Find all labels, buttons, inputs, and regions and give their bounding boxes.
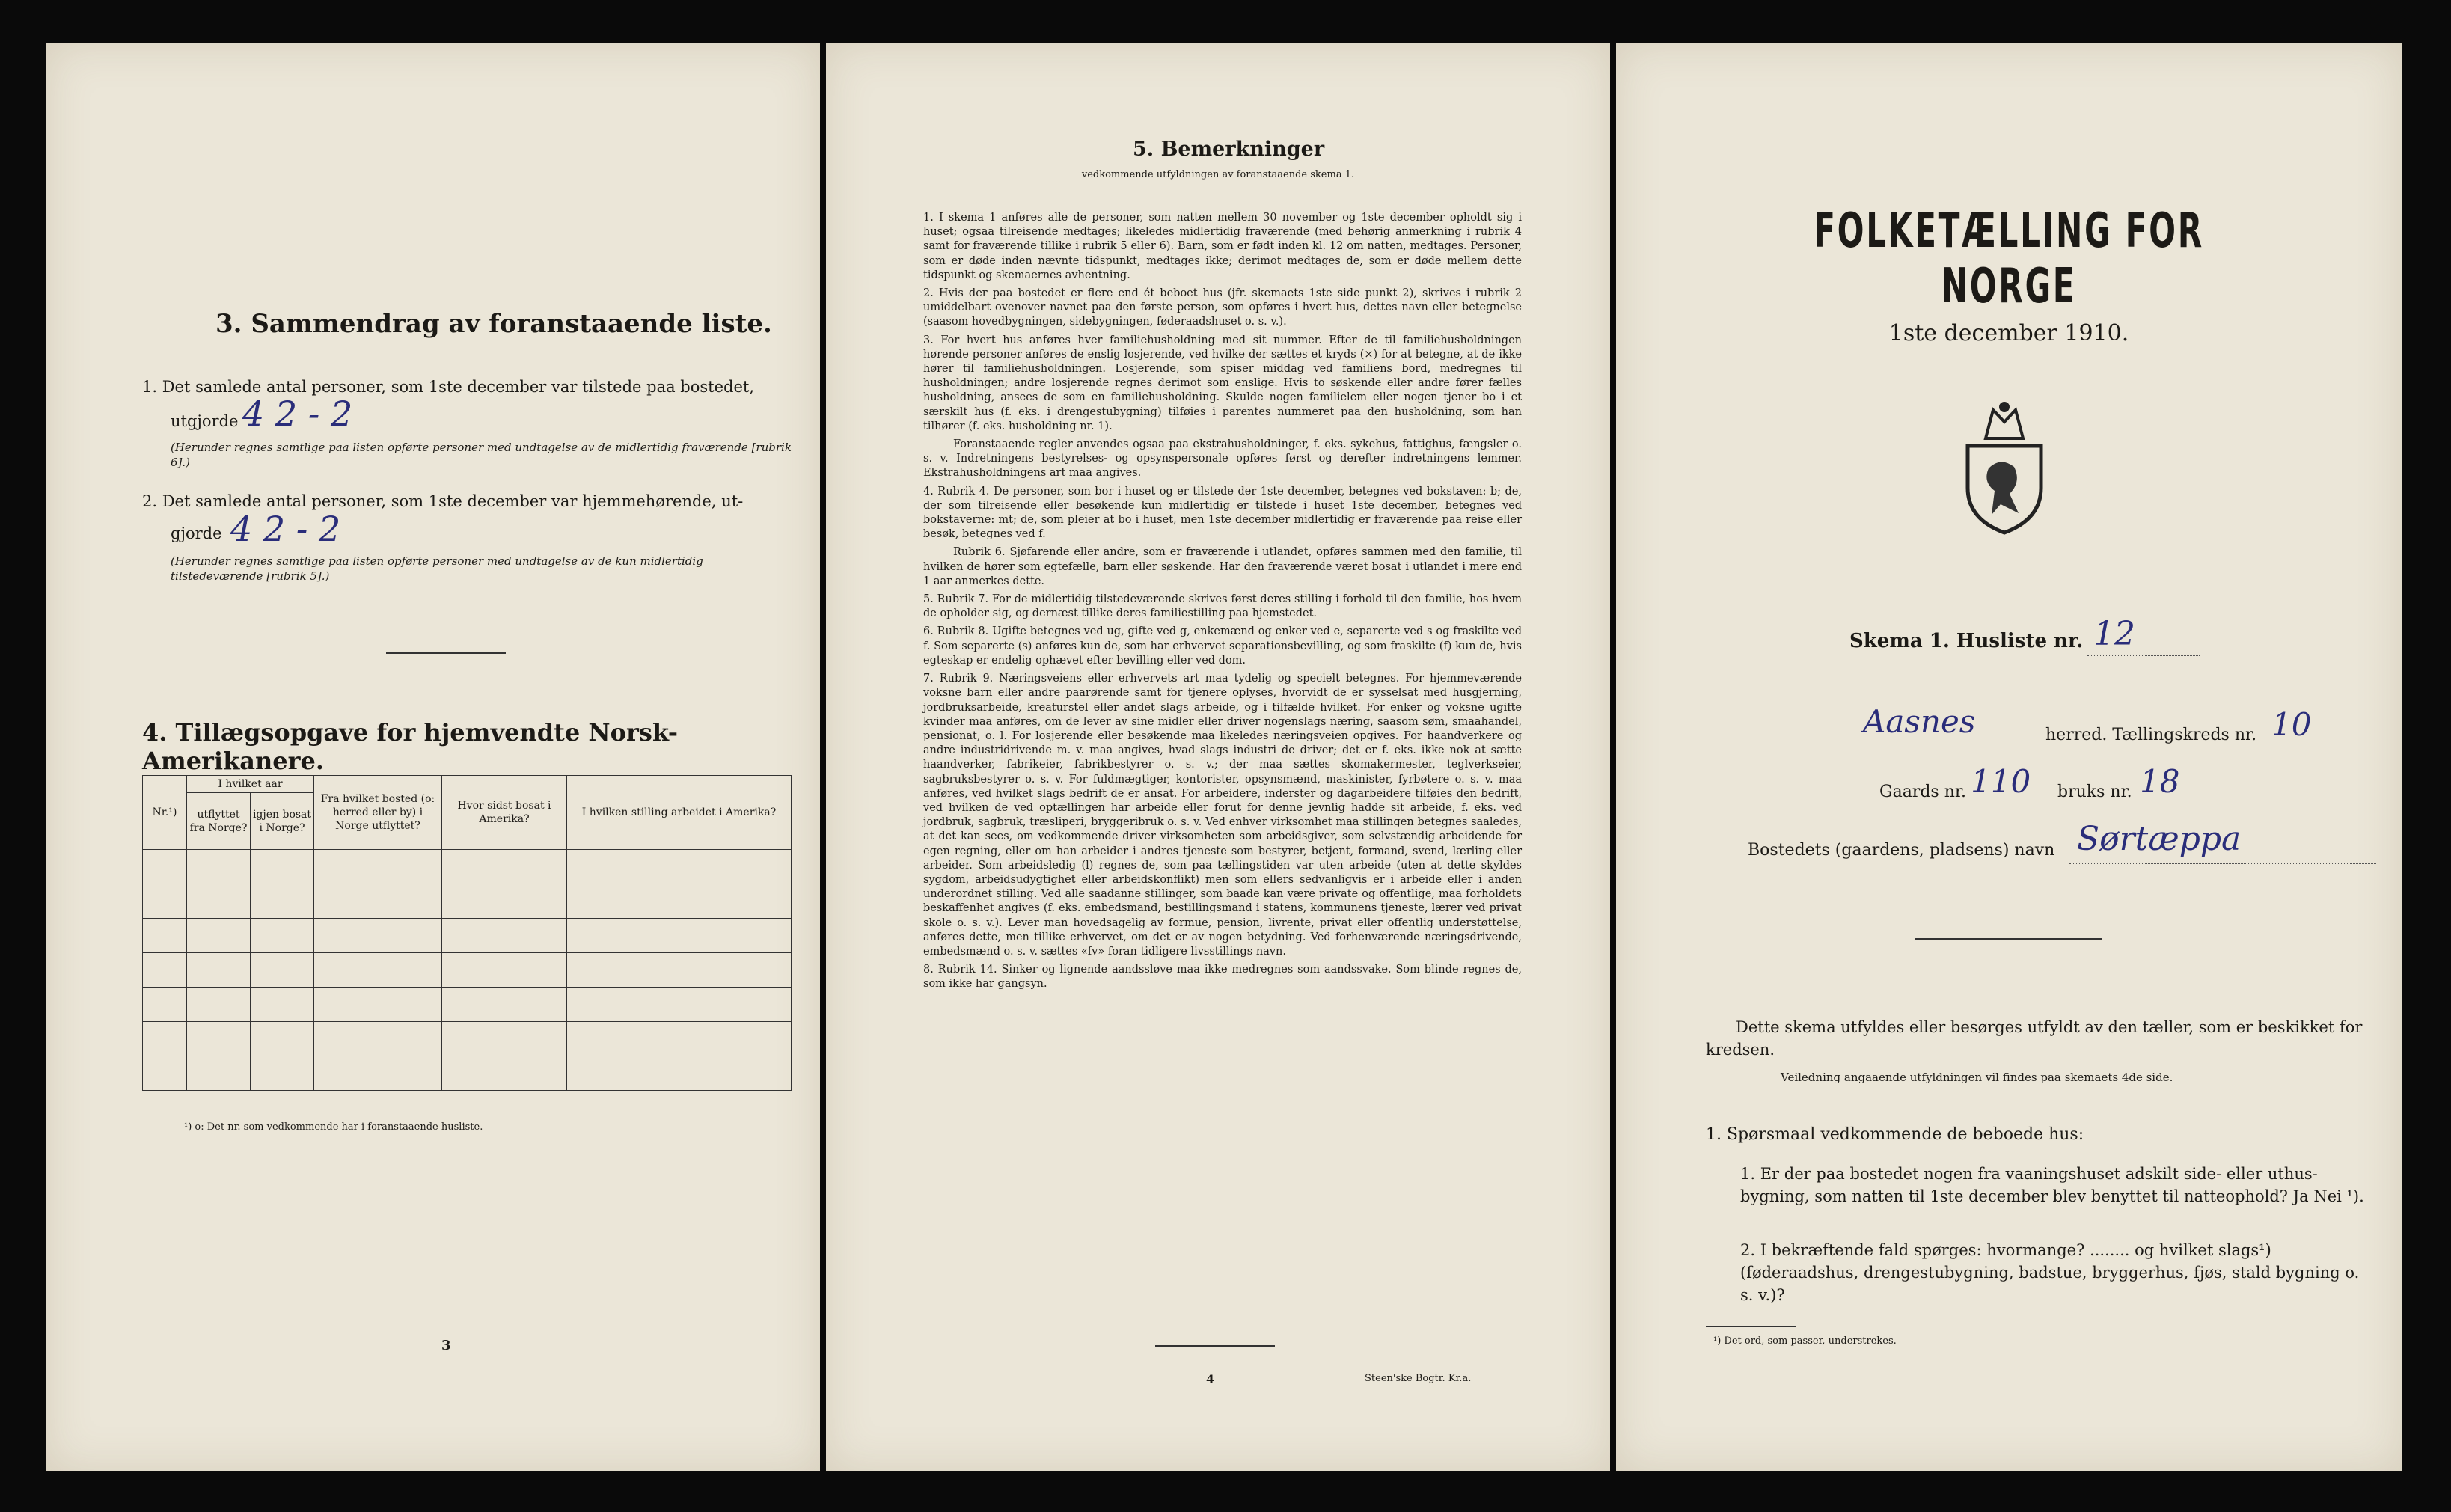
item-2-handwriting: 4 2 - 2 [230,509,341,549]
table-row [143,1056,792,1091]
section-4-title: 4. Tillægsopgave for hjemvendte Norsk-Amerikanere. [142,718,679,775]
table-row [143,953,792,988]
col-group-year: I hvilket aar [187,776,314,793]
remark-1: 1. I skema 1 anføres alle de personer, som natten mellem 30 november og 1ste december opholdt sig i huset; ogsaa tilreisende medtages; likeledes midlertidig fraværende (med behørig anmerkning i rubrik 4 samt for fraværende tillike i rubrik 5 eller 6). Barn, som er født inden kl. 12 om natten, medtages. Personer, som er døde inden nævnte tidspunkt, medtages ikke; derimot medtages de, som er døde mellem dette tidspunkt og skemaernes avhentning. [923,212,1522,281]
item-1-text: 1. Det samlede antal personer, som 1ste december var tilstede paa bostedet, [142,378,755,396]
intro-text: Dette skema utfyldes eller besørges utfyldt av den tæller, som er beskikket for kredsen. [1706,1018,2363,1059]
item-1-utgjorde: utgjorde [171,412,239,430]
item-2-utgjorde: gjorde [171,524,222,542]
herred-value: Aasnes [1863,703,1976,740]
col-utflyttet: utflyttet fra Norge? [187,793,251,850]
item-2-text: 2. Det samlede antal personer, som 1ste december var hjemmehørende, ut- [142,492,744,510]
footnote: ¹) Det ord, som passer, understrekes. [1713,1335,1897,1347]
table-row [143,919,792,953]
remark-5: 5. Rubrik 7. For de midlertidig tilstedeværende skrives først deres stilling i forhold til den familie, hos hvem de opholder sig, og dernæst tillike deres familiestilling paa hjemstedet. [923,593,1522,620]
col-fra-bosted: Fra hvilket bosted (o: herred eller by) i Norge utflyttet? [314,776,442,850]
question-2: 2. I bekræftende fald spørges: hvormange? ........ og hvilket slags¹) (føderaadshus, drengestubygning, badstue, bryggerhus, fjøs, stald bygning o. s. v.)? [1740,1241,2360,1304]
remark-7: 7. Rubrik 9. Næringsveiens eller erhvervets art maa tydelig og specielt betegnes. For hjemmeværende voksne barn eller andre paarørende samt for tjenere oplyses, hvorvidt de er sysselsat med husgjerning, jordbruksarbeide, kreaturstel eller andet slags arbeide, og i tilfælde hvilket. For enker og voksne ugifte kvinder maa anføres, om de lever av sine midler eller driver nogenslags næring, saasom søm, smaahandel, pensionat, o. l. For losjerende eller besøkende maa likeledes næringsveien opgives. For haandverkere og andre industridrivende m. v. maa angives, hvad slags industri de driver; det er f. eks. ikke nok at sætte haandverker, fabrikeier, fabrikbestyrer o. s. v.; der maa sættes skomakermester, teglverkseier, sagbruksbestyrer o. s. v. For fuldmægtiger, kontorister, opsynsmænd, maskinister, fyrbøtere o. s. v. maa anføres, ved hvilket slags bedrift de er ansat. For arbeidere, inderster og dagarbeidere tilføies den bedrift, ved hvilken de ved optællingen har arbeide eller forut for denne jevnlig hadde sit arbeide, f. eks. ved jordbruk, sagbruk, træsliperi, bryggeribruk o. s. v. Ved enhver virksomhet maa stillingen betegnes saaledes, at det kan sees, om vedkommende driver virksomheten som arbeidsgiver, som selvstændig arbeidende for egen regning, eller om han arbeider i andres tjeneste som bestyrer, betjent, formand, svend, lærling eller arbeider. Som arbeidsledig (l) regnes de, som paa tællingstiden var uten arbeide (uten at dette skyldes sygdom, arbeidsudygtighet eller arbeidskonflikt) men som ellers sedvanligvis er i arbeide eller i anden underordnet stilling. Ved alle saadanne stillinger, som baade kan være private og offentlige, maa forholdets beskaffenhet angives (f. eks. embedsmand, bestillingsmand i statens, kommunens tjeneste, lærer ved privat skole o. s. v.). Lever man hovedsagelig av formue, pension, livrente, privat eller offentlig understøttelse, anføres dette, men tillike erhvervet, om det er av nogen betydning. Ved forhenværende næringsdrivende, embedsmænd o. s. v. sættes «fv» foran tidligere livsstillings navn. [923,673,1522,958]
section-3-title: 3. Sammendrag av foranstaaende liste. [215,309,772,339]
table-row [143,1022,792,1056]
table-row [143,884,792,919]
col-nr: Nr.¹) [143,776,187,850]
ornament-divider [1915,938,2102,940]
herred-label: herred. Tællingskreds nr. [2045,726,2257,744]
remark-4b: Rubrik 6. Sjøfarende eller andre, som er fraværende i utlandet, opføres sammen med den familie, til hvilken de hører som egtefælle, barn eller søskende. Har den fraværende været bosat i utlandet i mere end 1 aar anmerkes dette. [923,546,1522,587]
gaards-label: Gaards nr. [1879,783,1966,801]
census-title: FOLKETÆLLING FOR NORGE [1814,203,2204,314]
page-middle [826,43,1610,1471]
gaards-value: 110 [1971,763,2031,800]
guidance-text: Veiledning angaaende utfyldningen vil findes paa skemaets 4de side. [1781,1071,2173,1084]
bruks-value: 18 [2140,763,2180,800]
table-row [143,988,792,1022]
remark-6: 6. Rubrik 8. Ugifte betegnes ved ug, gifte ved g, enkemænd og enker ved e, separerte ved s og fraskilte ved f. Som separerte (s) anføres kun de, som har erhvervet separationsbevilling, og som fraskilte (f) kun de, hvis egteskap er endelig ophævet efter bevilling eller ved dom. [923,625,1522,667]
kreds-value: 10 [2271,706,2312,743]
remarks-title: 5. Bemerkninger [1133,138,1325,161]
husliste-number: 12 [2093,615,2135,653]
remark-8: 8. Rubrik 14. Sinker og lignende aandssløve maa ikke medregnes som aandssvake. Som blinde regnes de, som ikke har gangsyn. [923,964,1522,991]
divider [386,652,506,654]
bosted-value: Sørtæppa [2077,820,2242,858]
remark-3: 3. For hvert hus anføres hver familiehusholdning med sit nummer. Efter de til familiehusholdningen hørende personer anføres de enslig losjerende, ved hvilke der sættes et kryds (×) for at betegne, at de ikke hører til familiehusholdningen. Losjerende, som spiser middag ved familiens bord, medregnes til husholdningen; andre losjerende regnes derimot som enslige. Hvis to søskende eller andre fører fælles husholdning, ansees de som en familiehusholdning. Skulde nogen familielem eller nogen tjener bo i et særskilt hus (f. eks. i drengestubygning) tilføies i parentes nummeret paa den husholdning, som han tilhører (f. eks. husholdning nr. 1). [923,334,1522,432]
bosted-label: Bostedets (gaardens, pladsens) navn [1748,841,2055,860]
col-igjen: igjen bosat i Norge? [251,793,314,850]
table-row [143,850,792,884]
item-1-note: (Herunder regnes samtlige paa listen opførte personer med undtagelse av de midlertidig fraværende [rubrik 6].) [171,441,792,469]
remarks-subtitle: vedkommende utfyldningen av foranstaaende skema 1. [1081,169,1355,180]
norsk-amerikaner-table [142,775,792,1091]
item-1-handwriting: 4 2 - 2 [242,394,353,434]
census-date: 1ste december 1910. [1888,320,2129,346]
questions-heading: 1. Spørsmaal vedkommende de beboede hus: [1706,1125,2084,1144]
coat-of-arms-icon [1956,394,2053,536]
page-left [46,43,820,1471]
table-footnote: ¹) o: Det nr. som vedkommende har i foranstaaende husliste. [184,1121,483,1133]
col-hvor-bosat: Hvor sidst bosat i Amerika? [442,776,567,850]
remark-3b: Foranstaaende regler anvendes ogsaa paa ekstrahusholdninger, f. eks. sykehus, fattighus, fængsler o. s. v. Indretningens bestyrelses- og opsynspersonale opføres først og derefter indretningens lemmer. Ekstrahusholdningens art maa angives. [923,438,1522,480]
divider [1155,1345,1275,1347]
remarks-list [923,211,1522,996]
husliste-line [2087,655,2200,656]
bruks-label: bruks nr. [2057,783,2132,801]
item-2-note: (Herunder regnes samtlige paa listen opførte personer med undtagelse av de kun midlertidig tilstedeværende [rubrik 5].) [171,554,703,583]
page-number: 3 [441,1338,451,1353]
question-1: 1. Er der paa bostedet nogen fra vaaningshuset adskilt side- eller uthus-bygning, som natten til 1ste december blev benyttet til natteophold? Ja Nei ¹). [1740,1165,2364,1205]
skema-label: Skema 1. Husliste nr. [1849,630,2084,652]
remark-2: 2. Hvis der paa bostedet er flere end ét beboet hus (jfr. skemaets 1ste side punkt 2), skrives i rubrik 2 umiddelbart ovenover navnet paa den første person, som opføres i hvert hus, dettes navn eller betegnelse (saasom hovedbygningen, sidebygningen, føderaadshuset o. s. v.). [923,287,1522,328]
footnote-rule [1706,1326,1796,1327]
printer-mark: Steen'ske Bogtr. Kr.a. [1365,1373,1472,1384]
page-right [1616,43,2402,1471]
page-number: 4 [1206,1372,1215,1386]
col-stilling: I hvilken stilling arbeidet i Amerika? [567,776,792,850]
bosted-line [2069,863,2376,864]
remark-4: 4. Rubrik 4. De personer, som bor i huset og er tilstede der 1ste december, betegnes ved bokstaven: b; de, der som tilreisende eller besøkende kun midlertidig er tilstede i huset 1ste december, betegnes ved bokstaverne: mt; de, som pleier at bo i huset, men 1ste december midlertidig er fraværende paa reise eller besøk, betegnes ved f. [923,485,1522,541]
